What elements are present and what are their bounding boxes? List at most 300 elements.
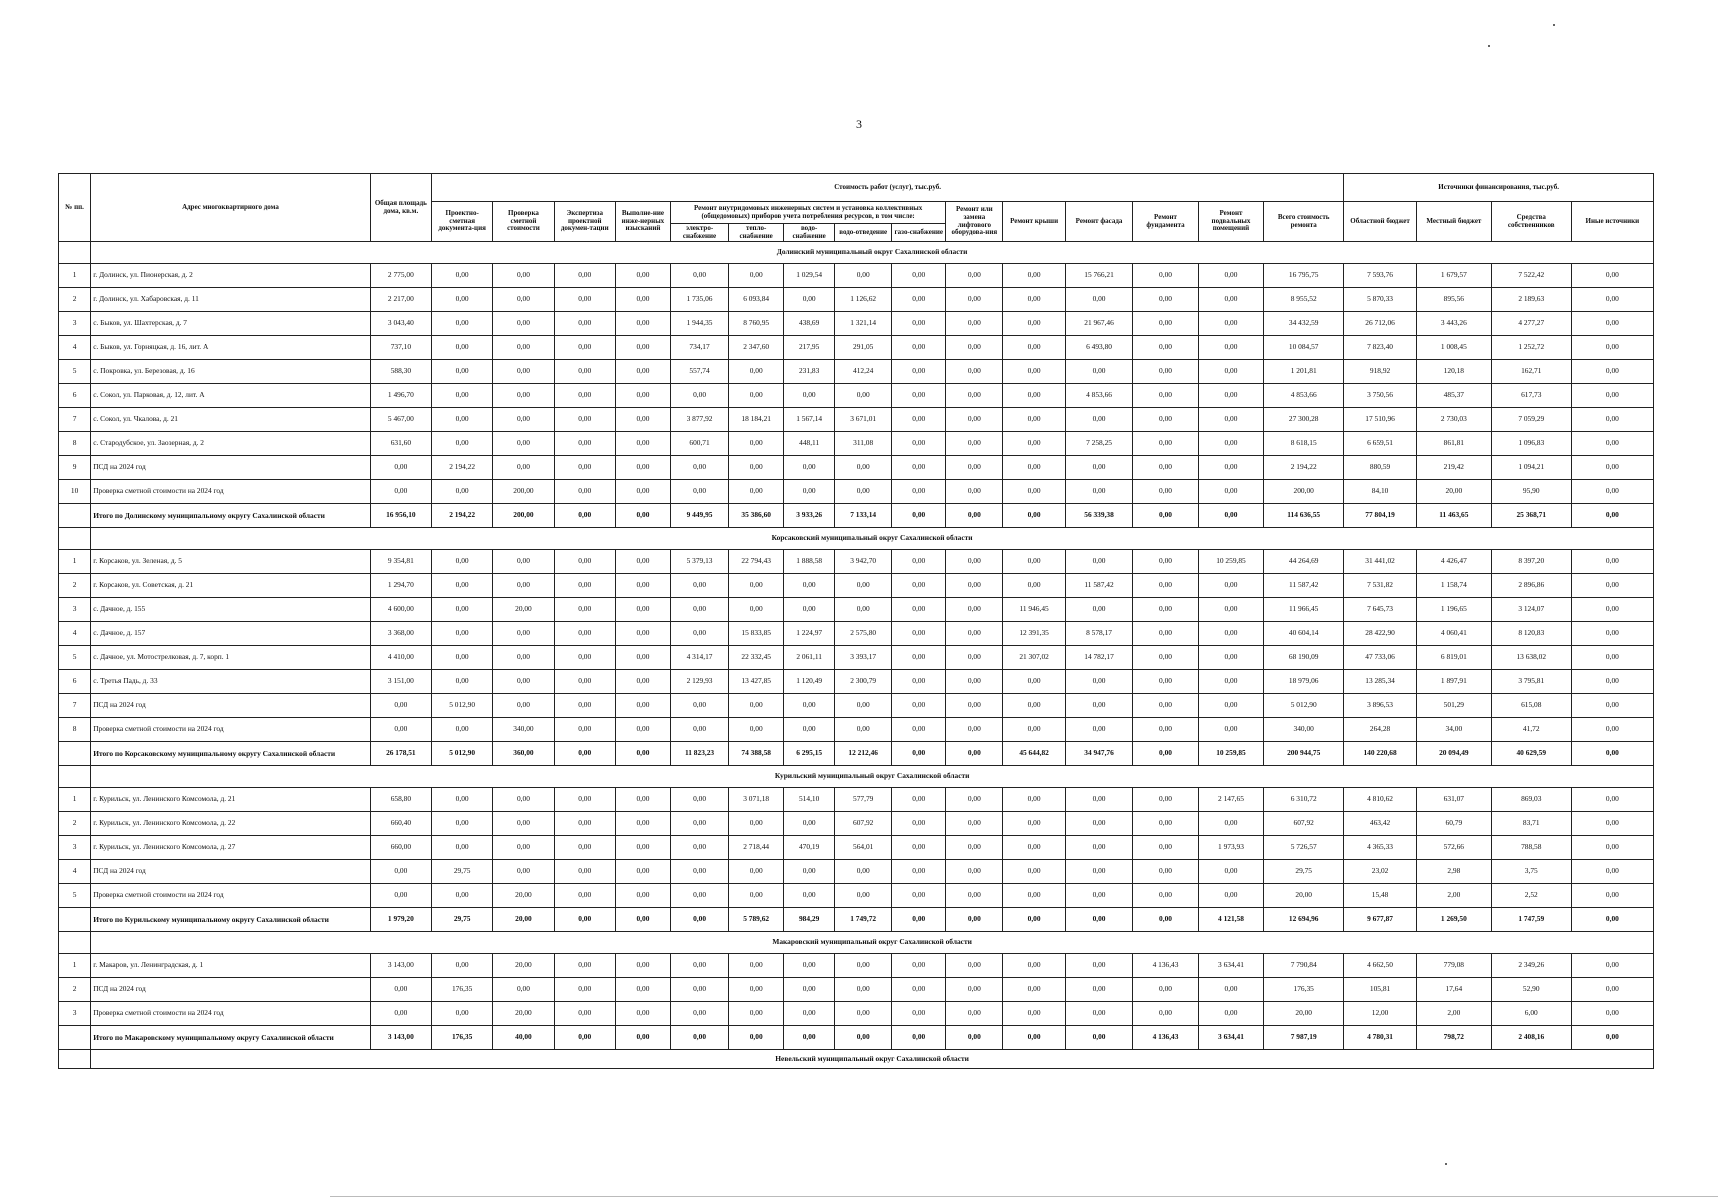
- row-value: 34,00: [1416, 718, 1491, 742]
- row-value: 0,00: [432, 384, 493, 408]
- row-value: 5 012,90: [432, 694, 493, 718]
- section-title: Долинский муниципальный округ Сахалинской области: [91, 242, 1654, 264]
- row-value: 8 397,20: [1491, 550, 1571, 574]
- total-value: 0,00: [946, 742, 1003, 766]
- row-value: 3,75: [1491, 860, 1571, 884]
- section-num-cell: [59, 242, 91, 264]
- row-value: 1 294,70: [370, 574, 431, 598]
- row-value: 0,00: [615, 812, 670, 836]
- row-value: 0,00: [1198, 408, 1263, 432]
- row-value: 0,00: [1571, 836, 1653, 860]
- row-value: 0,00: [1003, 884, 1065, 908]
- total-value: 35 386,60: [729, 504, 784, 528]
- row-value: 0,00: [1571, 456, 1653, 480]
- row-value: 8 120,83: [1491, 622, 1571, 646]
- row-value: 22 794,43: [729, 550, 784, 574]
- row-value: 0,00: [784, 288, 835, 312]
- row-number: 3: [59, 598, 91, 622]
- row-value: 0,00: [370, 1002, 431, 1026]
- row-value: 2 217,00: [370, 288, 431, 312]
- row-value: 0,00: [1133, 336, 1198, 360]
- row-value: 0,00: [554, 694, 615, 718]
- row-value: 29,75: [1264, 860, 1344, 884]
- row-value: 0,00: [554, 646, 615, 670]
- row-value: 0,00: [1133, 812, 1198, 836]
- total-value: 0,00: [946, 908, 1003, 932]
- row-value: 0,00: [1065, 694, 1133, 718]
- col-header-roof: Ремонт крыши: [1003, 202, 1065, 242]
- section-num-cell: [59, 766, 91, 788]
- row-value: 2 775,00: [370, 264, 431, 288]
- row-value: 6 493,80: [1065, 336, 1133, 360]
- row-value: 0,00: [1198, 718, 1263, 742]
- col-header-local-budget: Местный бюджет: [1416, 202, 1491, 242]
- row-value: 31 441,02: [1344, 550, 1417, 574]
- table-row: [59, 978, 1654, 1002]
- row-number: 8: [59, 432, 91, 456]
- table-row: [59, 622, 1654, 646]
- row-value: 0,00: [835, 264, 892, 288]
- row-value: 0,00: [1003, 694, 1065, 718]
- row-value: 0,00: [432, 480, 493, 504]
- row-value: 0,00: [370, 884, 431, 908]
- total-value: 29,75: [432, 908, 493, 932]
- total-value: 0,00: [554, 742, 615, 766]
- row-address: с. Третья Падь, д. 33: [91, 670, 371, 694]
- row-value: 0,00: [1198, 336, 1263, 360]
- row-value: 0,00: [1571, 550, 1653, 574]
- row-value: 176,35: [1264, 978, 1344, 1002]
- total-value: 0,00: [1003, 1026, 1065, 1050]
- row-value: 1 496,70: [370, 384, 431, 408]
- row-value: 0,00: [946, 360, 1003, 384]
- row-value: 1 096,83: [1491, 432, 1571, 456]
- row-value: 0,00: [784, 480, 835, 504]
- col-header-electricity: электро-снабжение: [670, 224, 728, 242]
- table-row: [59, 884, 1654, 908]
- row-value: 6 093,84: [729, 288, 784, 312]
- table-row: [59, 432, 1654, 456]
- row-value: 13 427,85: [729, 670, 784, 694]
- section-title: Невельский муниципальный округ Сахалинской области: [91, 1050, 1654, 1069]
- row-value: 1 888,58: [784, 550, 835, 574]
- row-value: 0,00: [946, 718, 1003, 742]
- row-value: 3 750,56: [1344, 384, 1417, 408]
- total-value: 25 368,71: [1491, 504, 1571, 528]
- row-value: 869,03: [1491, 788, 1571, 812]
- row-value: 0,00: [615, 288, 670, 312]
- total-value: 0,00: [615, 742, 670, 766]
- row-value: 20,00: [1264, 1002, 1344, 1026]
- row-value: 0,00: [432, 718, 493, 742]
- row-value: 0,00: [554, 860, 615, 884]
- row-address: г. Корсаков, ул. Зеленая, д. 5: [91, 550, 371, 574]
- scan-speck: [1488, 45, 1490, 47]
- row-value: 0,00: [835, 978, 892, 1002]
- table-row: [59, 480, 1654, 504]
- row-value: 1 735,06: [670, 288, 728, 312]
- row-value: 0,00: [1065, 884, 1133, 908]
- row-value: 0,00: [1065, 954, 1133, 978]
- row-value: 0,00: [615, 336, 670, 360]
- row-value: 219,42: [1416, 456, 1491, 480]
- row-value: 0,00: [1065, 860, 1133, 884]
- row-value: 1 679,57: [1416, 264, 1491, 288]
- row-value: 2 061,11: [784, 646, 835, 670]
- row-value: 0,00: [892, 312, 946, 336]
- total-value: 0,00: [729, 1026, 784, 1050]
- total-value: 0,00: [892, 1026, 946, 1050]
- row-value: 0,00: [554, 574, 615, 598]
- row-value: 0,00: [493, 670, 554, 694]
- row-value: 15 766,21: [1065, 264, 1133, 288]
- row-value: 0,00: [946, 432, 1003, 456]
- row-number: 9: [59, 456, 91, 480]
- table-row: [59, 694, 1654, 718]
- row-value: 1 008,45: [1416, 336, 1491, 360]
- row-value: 0,00: [784, 574, 835, 598]
- row-number: 8: [59, 718, 91, 742]
- row-value: 1 158,74: [1416, 574, 1491, 598]
- row-value: 2 189,63: [1491, 288, 1571, 312]
- row-value: 0,00: [729, 812, 784, 836]
- row-value: 0,00: [729, 978, 784, 1002]
- row-address: г. Макаров, ул. Ленинградская, д. 1: [91, 954, 371, 978]
- row-value: 0,00: [1065, 718, 1133, 742]
- row-number: 5: [59, 360, 91, 384]
- row-value: 3 071,18: [729, 788, 784, 812]
- row-value: 0,00: [1133, 718, 1198, 742]
- row-value: 0,00: [432, 812, 493, 836]
- row-value: 11 946,45: [1003, 598, 1065, 622]
- table-row: [59, 574, 1654, 598]
- row-value: 0,00: [1133, 480, 1198, 504]
- row-value: 0,00: [946, 384, 1003, 408]
- row-address: ПСД на 2024 год: [91, 694, 371, 718]
- row-value: 0,00: [892, 646, 946, 670]
- row-value: 231,83: [784, 360, 835, 384]
- row-value: 0,00: [1003, 312, 1065, 336]
- row-value: 0,00: [615, 646, 670, 670]
- row-value: 200,00: [493, 480, 554, 504]
- row-value: 0,00: [1133, 884, 1198, 908]
- table-row: [59, 812, 1654, 836]
- row-value: 0,00: [615, 264, 670, 288]
- row-value: 0,00: [892, 288, 946, 312]
- row-value: 7 790,84: [1264, 954, 1344, 978]
- row-value: 0,00: [1065, 456, 1133, 480]
- table-row: [59, 670, 1654, 694]
- row-value: 0,00: [1198, 360, 1263, 384]
- row-value: 0,00: [892, 954, 946, 978]
- scan-edge-line: [330, 1196, 1718, 1197]
- total-value: 176,35: [432, 1026, 493, 1050]
- row-value: 95,90: [1491, 480, 1571, 504]
- table-row: [59, 360, 1654, 384]
- row-value: 2 347,60: [729, 336, 784, 360]
- row-address: ПСД на 2024 год: [91, 860, 371, 884]
- total-value: 200 944,75: [1264, 742, 1344, 766]
- row-value: 918,92: [1344, 360, 1417, 384]
- row-value: 83,71: [1491, 812, 1571, 836]
- row-value: 18 979,06: [1264, 670, 1344, 694]
- row-value: 0,00: [432, 622, 493, 646]
- row-value: 26 712,06: [1344, 312, 1417, 336]
- row-value: 5 467,00: [370, 408, 431, 432]
- row-value: 0,00: [554, 978, 615, 1002]
- total-num-cell: [59, 504, 91, 528]
- row-value: 0,00: [670, 694, 728, 718]
- row-address: ПСД на 2024 год: [91, 456, 371, 480]
- row-value: 0,00: [493, 550, 554, 574]
- row-value: 0,00: [432, 550, 493, 574]
- row-number: 7: [59, 408, 91, 432]
- row-address: г. Долинск, ул. Пионерская, д. 2: [91, 264, 371, 288]
- row-address: с. Покровка, ул. Березовая, д. 16: [91, 360, 371, 384]
- row-value: 0,00: [554, 312, 615, 336]
- row-value: 0,00: [946, 694, 1003, 718]
- row-value: 0,00: [1571, 264, 1653, 288]
- row-value: 0,00: [1003, 432, 1065, 456]
- col-header-foundation: Ремонт фундамента: [1133, 202, 1198, 242]
- total-value: 0,00: [554, 1026, 615, 1050]
- row-value: 0,00: [1065, 550, 1133, 574]
- row-address: с. Дачное, д. 157: [91, 622, 371, 646]
- row-value: 3 151,00: [370, 670, 431, 694]
- table-row: [59, 836, 1654, 860]
- row-value: 514,10: [784, 788, 835, 812]
- total-value: 0,00: [892, 908, 946, 932]
- row-number: 1: [59, 954, 91, 978]
- row-value: 291,05: [835, 336, 892, 360]
- total-value: 0,00: [1133, 908, 1198, 932]
- row-value: 0,00: [1003, 456, 1065, 480]
- total-value: 0,00: [1571, 504, 1653, 528]
- row-value: 0,00: [493, 836, 554, 860]
- total-value: 0,00: [554, 504, 615, 528]
- row-value: 6 310,72: [1264, 788, 1344, 812]
- total-num-cell: [59, 742, 91, 766]
- row-value: 0,00: [1133, 574, 1198, 598]
- row-value: 0,00: [670, 860, 728, 884]
- row-value: 0,00: [1198, 456, 1263, 480]
- row-value: 0,00: [946, 264, 1003, 288]
- row-address: с. Дачное, д. 155: [91, 598, 371, 622]
- row-value: 631,60: [370, 432, 431, 456]
- row-value: 0,00: [946, 860, 1003, 884]
- row-value: 5 012,90: [1264, 694, 1344, 718]
- row-value: 9 354,81: [370, 550, 431, 574]
- row-value: 2 129,93: [670, 670, 728, 694]
- total-label: Итого по Макаровскому муниципальному округу Сахалинской области: [91, 1026, 371, 1050]
- row-value: 3 634,41: [1198, 954, 1263, 978]
- row-value: 0,00: [554, 788, 615, 812]
- row-value: 0,00: [784, 954, 835, 978]
- row-value: 0,00: [670, 622, 728, 646]
- table-row: [59, 312, 1654, 336]
- col-header-estimate-check: Проверка сметной стоимости: [493, 202, 554, 242]
- total-value: 4 780,31: [1344, 1026, 1417, 1050]
- col-header-sewage: водо-отведение: [835, 224, 892, 242]
- row-value: 12,00: [1344, 1002, 1417, 1026]
- row-value: 16 795,75: [1264, 264, 1344, 288]
- table-body: [59, 242, 1654, 1069]
- row-value: 0,00: [1065, 836, 1133, 860]
- row-address: г. Долинск, ул. Хабаровская, д. 11: [91, 288, 371, 312]
- row-value: 0,00: [432, 884, 493, 908]
- row-value: 0,00: [1133, 622, 1198, 646]
- row-value: 3 124,07: [1491, 598, 1571, 622]
- row-value: 8 955,52: [1264, 288, 1344, 312]
- row-value: 0,00: [554, 622, 615, 646]
- total-value: 0,00: [615, 504, 670, 528]
- total-value: 4 136,43: [1133, 1026, 1198, 1050]
- row-value: 0,00: [1198, 598, 1263, 622]
- row-value: 0,00: [1003, 860, 1065, 884]
- row-value: 600,71: [670, 432, 728, 456]
- row-value: 0,00: [670, 384, 728, 408]
- row-value: 0,00: [946, 836, 1003, 860]
- row-value: 0,00: [615, 860, 670, 884]
- row-number: 6: [59, 670, 91, 694]
- row-value: 0,00: [432, 432, 493, 456]
- table-row: [59, 288, 1654, 312]
- row-value: 2,52: [1491, 884, 1571, 908]
- row-value: 0,00: [1003, 550, 1065, 574]
- total-value: 10 259,85: [1198, 742, 1263, 766]
- col-header-gas: газо-снабжение: [892, 224, 946, 242]
- row-value: 5 726,57: [1264, 836, 1344, 860]
- row-value: 0,00: [615, 360, 670, 384]
- row-value: 3 896,53: [1344, 694, 1417, 718]
- total-value: 0,00: [1571, 742, 1653, 766]
- row-value: 0,00: [670, 788, 728, 812]
- total-value: 1 269,50: [1416, 908, 1491, 932]
- row-value: 2 194,22: [1264, 456, 1344, 480]
- row-value: 0,00: [946, 336, 1003, 360]
- row-value: 0,00: [1198, 670, 1263, 694]
- row-value: 0,00: [615, 550, 670, 574]
- scan-speck: [1445, 1163, 1447, 1165]
- row-value: 0,00: [835, 480, 892, 504]
- row-value: 0,00: [432, 836, 493, 860]
- section-header-row: [59, 766, 1654, 788]
- row-value: 0,00: [670, 456, 728, 480]
- row-value: 0,00: [835, 860, 892, 884]
- col-header-facade: Ремонт фасада: [1065, 202, 1133, 242]
- row-value: 120,18: [1416, 360, 1491, 384]
- row-value: 10 084,57: [1264, 336, 1344, 360]
- row-address: г. Курильск, ул. Ленинского Комсомола, д. 21: [91, 788, 371, 812]
- section-total-row: [59, 504, 1654, 528]
- row-value: 0,00: [1003, 836, 1065, 860]
- col-header-heating: тепло-снабжение: [729, 224, 784, 242]
- row-value: 7 258,25: [1065, 432, 1133, 456]
- row-value: 0,00: [1003, 812, 1065, 836]
- row-value: 0,00: [1003, 336, 1065, 360]
- row-value: 0,00: [554, 384, 615, 408]
- row-value: 0,00: [370, 694, 431, 718]
- row-value: 1 973,93: [1198, 836, 1263, 860]
- row-value: 0,00: [432, 574, 493, 598]
- row-value: 0,00: [946, 480, 1003, 504]
- row-value: 2,98: [1416, 860, 1491, 884]
- row-value: 0,00: [892, 384, 946, 408]
- row-value: 0,00: [615, 788, 670, 812]
- row-value: 0,00: [946, 408, 1003, 432]
- row-value: 22 332,45: [729, 646, 784, 670]
- row-value: 0,00: [432, 670, 493, 694]
- row-value: 0,00: [729, 264, 784, 288]
- total-value: 11 823,23: [670, 742, 728, 766]
- row-value: 40 604,14: [1264, 622, 1344, 646]
- row-value: 0,00: [432, 1002, 493, 1026]
- row-address: Проверка сметной стоимости на 2024 год: [91, 884, 371, 908]
- total-value: 20 094,49: [1416, 742, 1491, 766]
- row-value: 0,00: [1571, 384, 1653, 408]
- total-value: 0,00: [835, 1026, 892, 1050]
- row-address: г. Корсаков, ул. Советская, д. 21: [91, 574, 371, 598]
- row-value: 0,00: [432, 312, 493, 336]
- row-value: 0,00: [729, 694, 784, 718]
- row-value: 607,92: [835, 812, 892, 836]
- row-number: 1: [59, 550, 91, 574]
- total-label: Итого по Корсаковскому муниципальному округу Сахалинской области: [91, 742, 371, 766]
- row-value: 0,00: [615, 718, 670, 742]
- row-value: 0,00: [670, 978, 728, 1002]
- row-value: 20,00: [493, 598, 554, 622]
- total-value: 114 636,55: [1264, 504, 1344, 528]
- row-value: 0,00: [554, 550, 615, 574]
- row-value: 5 379,13: [670, 550, 728, 574]
- row-value: 3 942,70: [835, 550, 892, 574]
- total-value: 0,00: [1003, 908, 1065, 932]
- row-value: 0,00: [1065, 978, 1133, 1002]
- row-value: 0,00: [432, 336, 493, 360]
- row-value: 0,00: [1133, 1002, 1198, 1026]
- row-value: 0,00: [892, 574, 946, 598]
- total-value: 12 212,46: [835, 742, 892, 766]
- row-value: 0,00: [1571, 288, 1653, 312]
- row-value: 2 896,86: [1491, 574, 1571, 598]
- total-value: 0,00: [946, 504, 1003, 528]
- row-value: 0,00: [493, 646, 554, 670]
- row-value: 0,00: [1198, 978, 1263, 1002]
- row-value: 0,00: [493, 432, 554, 456]
- row-value: 0,00: [1003, 408, 1065, 432]
- row-value: 20,00: [1416, 480, 1491, 504]
- table-row: [59, 1002, 1654, 1026]
- row-value: 0,00: [1003, 574, 1065, 598]
- row-value: 0,00: [892, 598, 946, 622]
- row-address: с. Дачное, ул. Мотострелковая, д. 7, корп. 1: [91, 646, 371, 670]
- total-value: 798,72: [1416, 1026, 1491, 1050]
- total-value: 16 956,10: [370, 504, 431, 528]
- row-value: 0,00: [946, 550, 1003, 574]
- row-value: 0,00: [1065, 788, 1133, 812]
- row-value: 0,00: [892, 978, 946, 1002]
- row-value: 13 638,02: [1491, 646, 1571, 670]
- row-value: 0,00: [1065, 812, 1133, 836]
- row-value: 0,00: [1571, 360, 1653, 384]
- row-value: 470,19: [784, 836, 835, 860]
- col-header-water: водо-снабжение: [784, 224, 835, 242]
- row-value: 0,00: [1065, 598, 1133, 622]
- row-value: 0,00: [670, 718, 728, 742]
- row-value: 4 060,41: [1416, 622, 1491, 646]
- row-value: 1 029,54: [784, 264, 835, 288]
- row-value: 895,56: [1416, 288, 1491, 312]
